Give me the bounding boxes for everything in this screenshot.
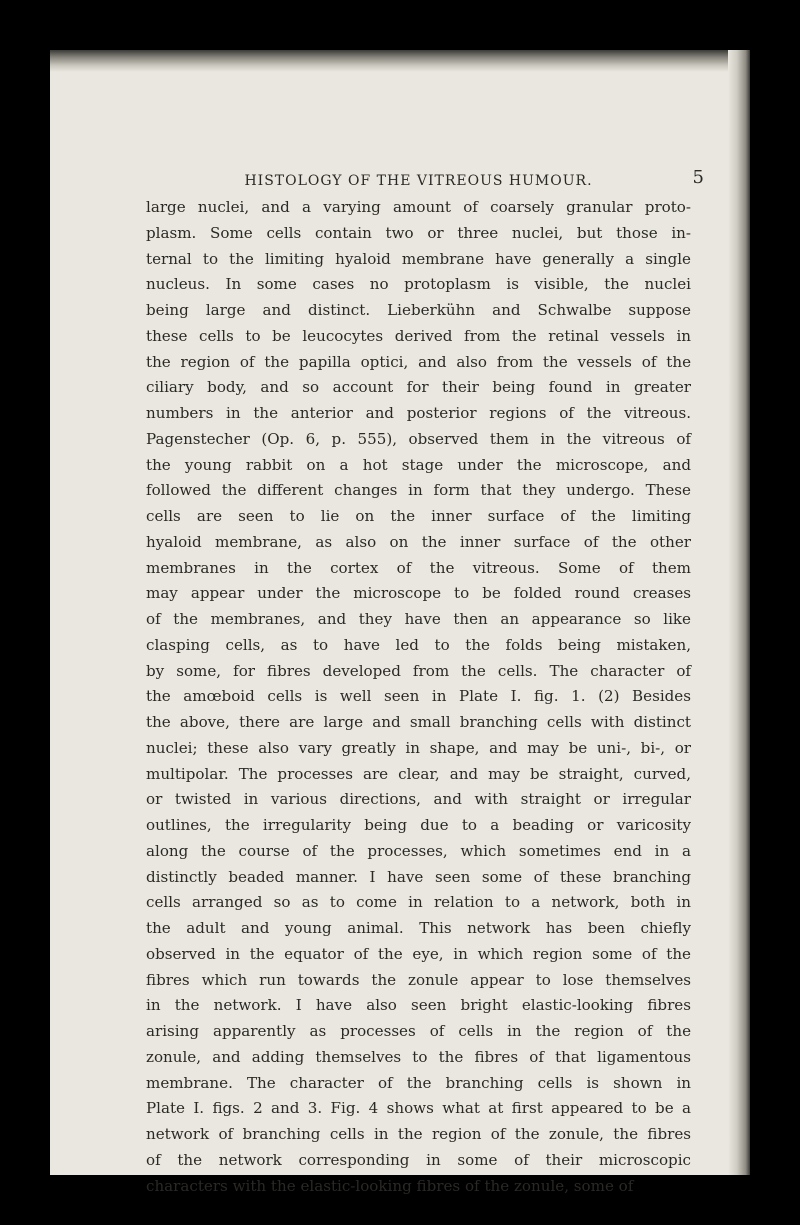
page-right-edge [728,50,750,1175]
text-line: along the course of the processes, which sometimes end in a [146,841,691,860]
text-line: network of branching cells in the region of the zonule, the fibres [146,1125,691,1143]
body-paragraph [146,195,691,1199]
text-line: Pagenstecher (Op. 6, p. 555), observed them in the vitreous of [146,429,691,448]
page-content [146,165,705,1199]
text-line: cells arranged so as to come in relation to a network, both in [146,893,691,912]
text-line: in the network. I have also seen bright elastic-looking fibres [146,996,691,1015]
text-line: or twisted in various directions, and with straight or irregular [146,790,691,809]
text-line: the region of the papilla optici, and also from the vessels of the [146,352,691,371]
scanned-page [50,50,750,1195]
text-line: membrane. The character of the branching cells is shown in [146,1073,691,1092]
text-line: these cells to be leucocytes derived from the retinal vessels in [146,326,691,345]
text-line: zonule, and adding themselves to the fibres of that ligamentous [146,1047,691,1066]
text-line: of the membranes, and they have then an appearance so like [146,610,691,628]
text-line: the adult and young animal. This network has been chiefly [146,919,691,937]
text-line: the young rabbit on a hot stage under the microscope, and [146,455,691,474]
text-line: plasm. Some cells contain two or three nuclei, but those in- [146,223,691,242]
text-line: large nuclei, and a varying amount of coarsely granular proto- [146,198,691,216]
text-line: multipolar. The processes are clear, and may be straight, curved, [146,764,691,783]
page-number: 5 [692,167,705,188]
text-line: observed in the equator of the eye, in which region some of the [146,944,691,963]
text-line: clasping cells, as to have led to the folds being mistaken, [146,635,691,654]
text-line: outlines, the irregularity being due to a beading or varicosity [146,816,691,834]
text-line: nuclei; these also vary greatly in shape, and may be uni-, bi-, or [146,738,691,757]
text-line: of the network corresponding in some of their microscopic [146,1150,691,1169]
text-line: cells are seen to lie on the inner surface of the limiting [146,507,691,525]
page-top-edge [50,50,750,72]
text-line: numbers in the anterior and posterior regions of the vitreous. [146,404,691,422]
text-line: arising apparently as processes of cells in the region of the [146,1022,691,1040]
text-line: distinctly beaded manner. I have seen some of these branching [146,867,691,886]
text-line: nucleus. In some cases no protoplasm is visible, the nuclei [146,275,691,294]
text-line: fibres which run towards the zonule appear to lose themselves [146,970,691,989]
text-line: hyaloid membrane, as also on the inner surface of the other [146,532,691,551]
text-line: Plate I. figs. 2 and 3. Fig. 4 shows what at first appeared to be a [146,1099,691,1118]
page-header [146,165,705,195]
text-line: the amœboid cells is well seen in Plate I. fig. 1. (2) Besides [146,687,691,706]
running-title: HISTOLOGY OF THE VITREOUS HUMOUR. [244,173,593,189]
text-line: being large and distinct. Lieberkühn and Schwalbe suppose [146,301,691,319]
text-line: membranes in the cortex of the vitreous. Some of them [146,558,691,577]
text-line: the above, there are large and small branching cells with distinct [146,713,691,731]
text-line: characters with the elastic-looking fibres of the zonule, some of [146,1176,634,1195]
text-line: by some, for fibres developed from the cells. The character of [146,661,691,680]
text-line: followed the different changes in form that they undergo. These [146,481,691,500]
text-line: ternal to the limiting hyaloid membrane have generally a single [146,249,691,268]
text-line: may appear under the microscope to be folded round creases [146,584,691,603]
text-line: ciliary body, and so account for their being found in greater [146,378,691,397]
